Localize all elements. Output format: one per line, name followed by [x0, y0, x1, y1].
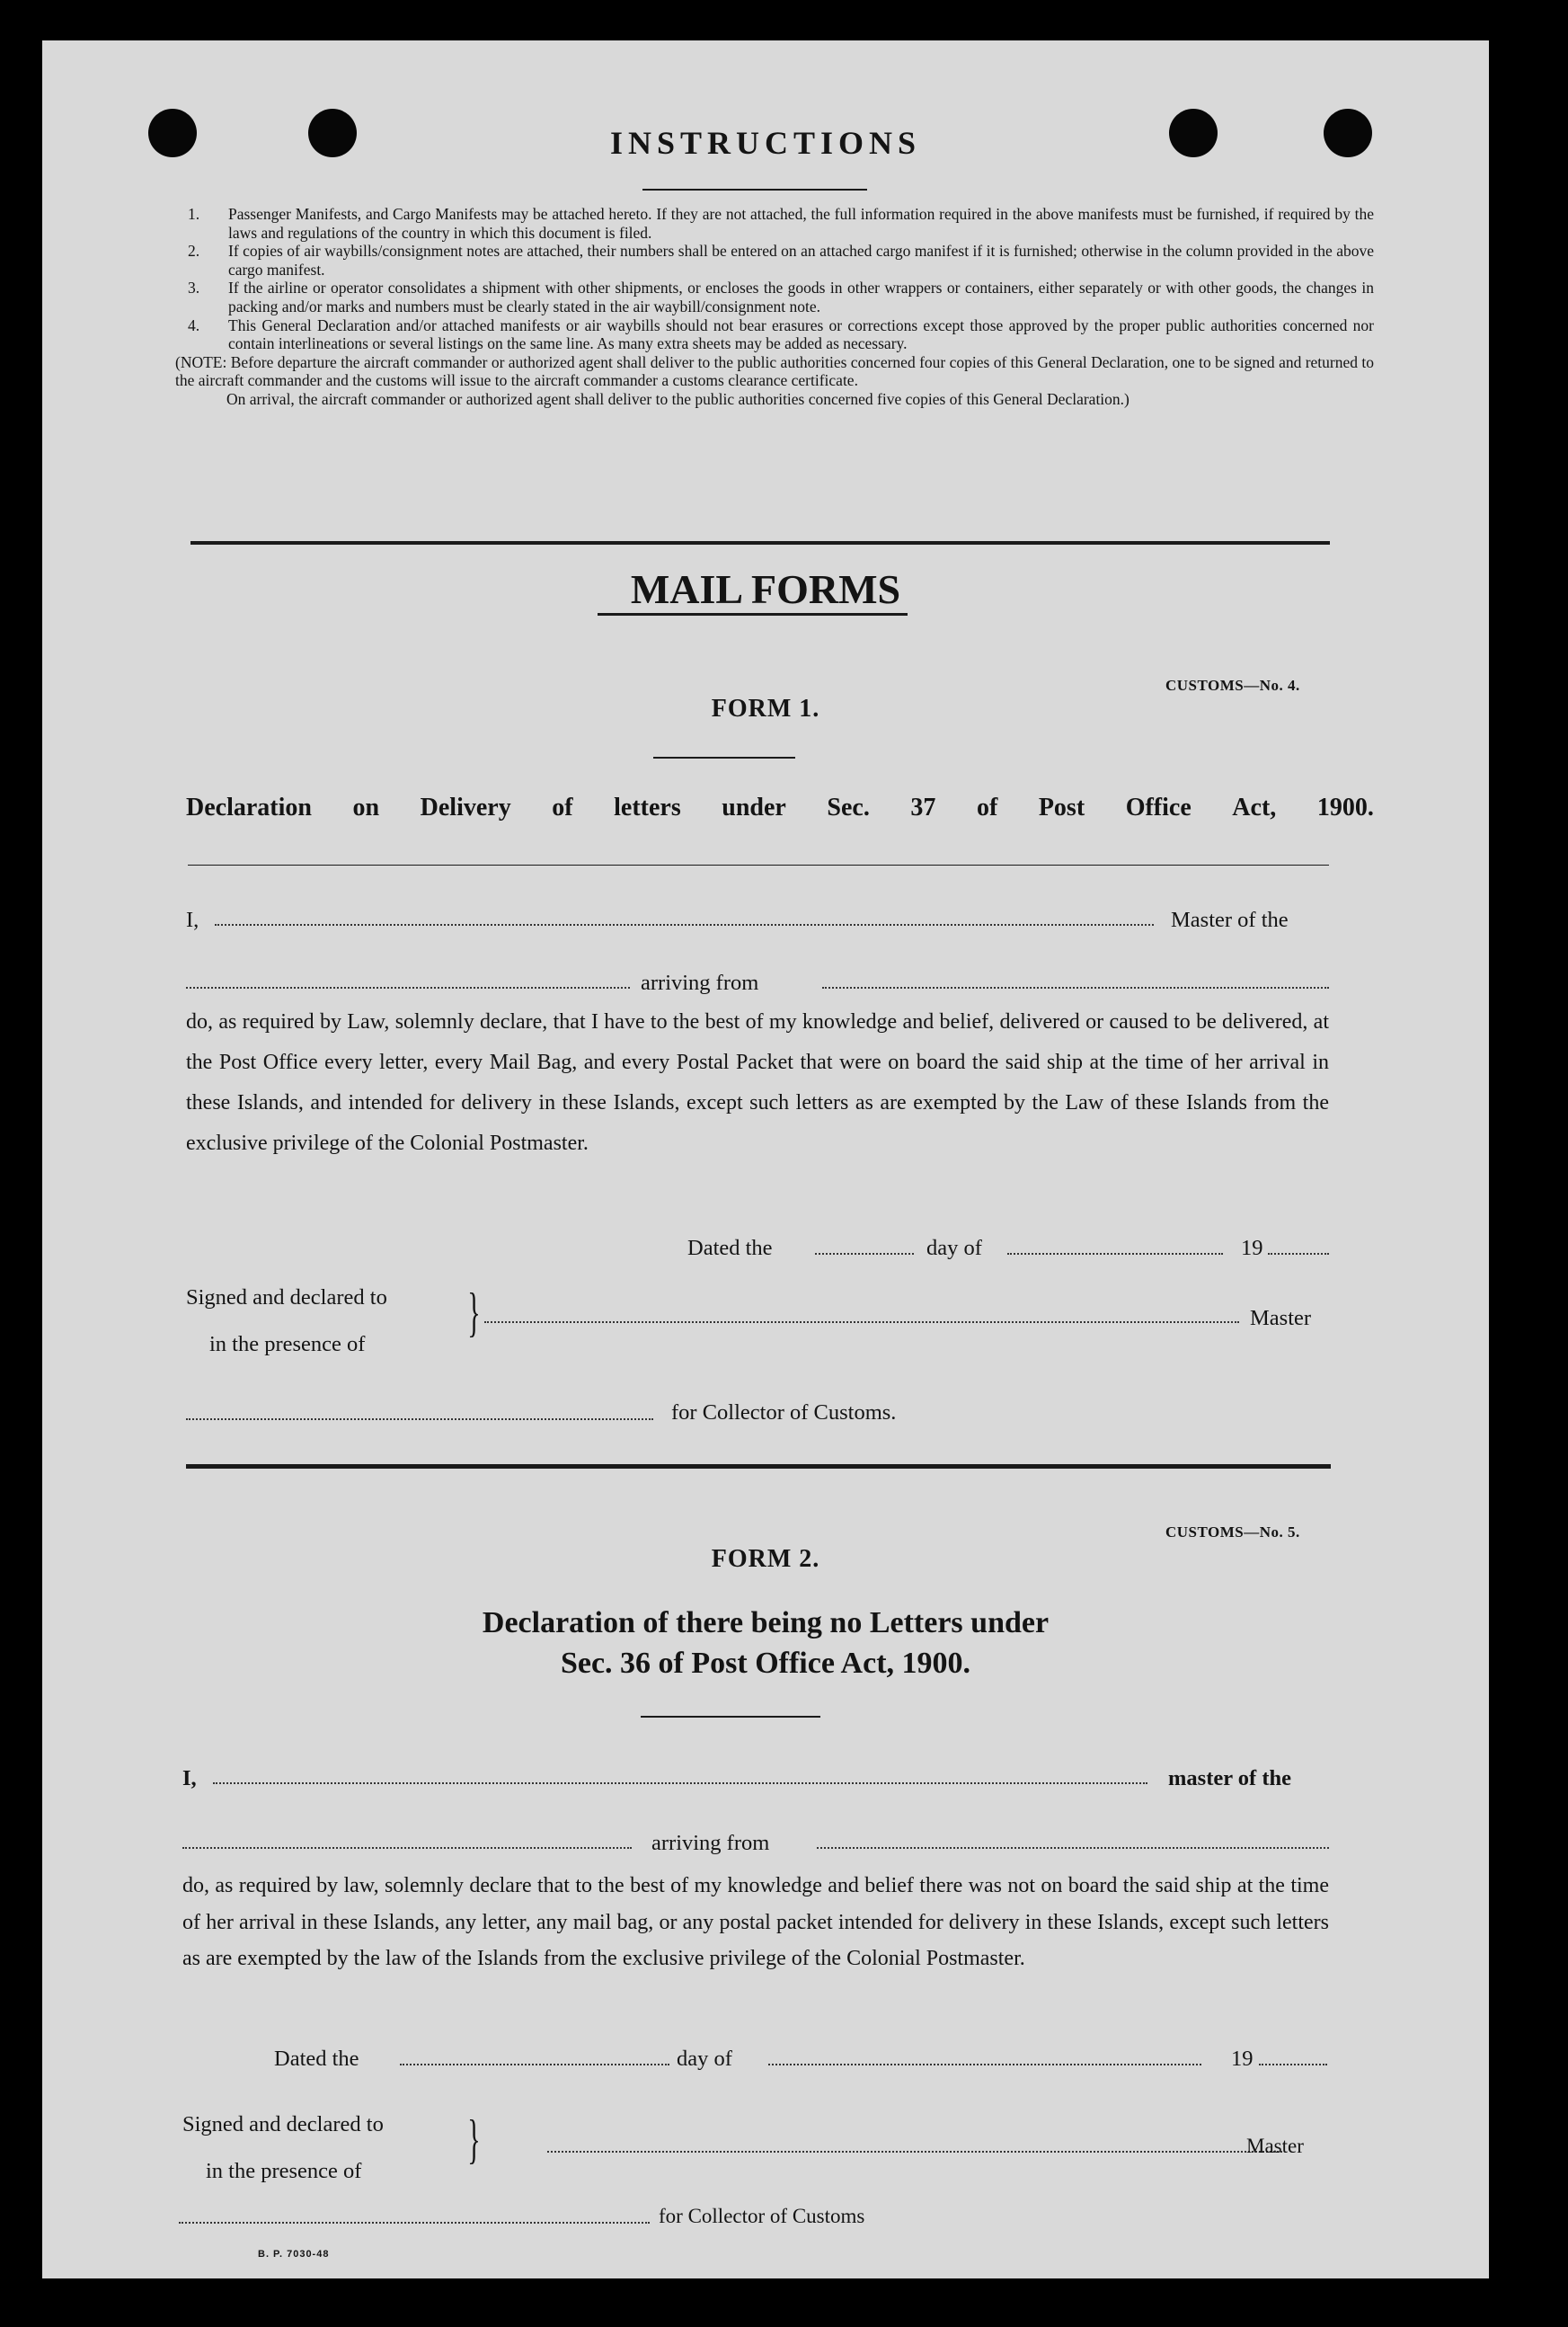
form1-customs-no: CUSTOMS—No. 4. — [1165, 677, 1300, 694]
form1-ship-field[interactable] — [186, 987, 630, 989]
form1-month-field[interactable] — [1007, 1253, 1223, 1255]
form1-brace: } — [467, 1283, 481, 1342]
form1-title-underline — [653, 757, 795, 759]
form2-collector-label: for Collector of Customs — [659, 2205, 865, 2227]
instruction-note: (NOTE: Before departure the aircraft commander or authorized agent shall deliver to the public authorities concerned four copies of this General Declaration, one to be signed and returned to the aircraft commander and the customs will issue to the aircraft commander a customs clearance certificate. — [175, 352, 1375, 390]
form1-master-label: Master — [1250, 1306, 1312, 1330]
section-divider-middle — [186, 1464, 1331, 1469]
form1-i-label: I, — [186, 908, 199, 932]
form2-declaration-line2: Sec. 36 of Post Office Act, 1900. — [560, 1647, 971, 1680]
mail-forms-title: MAIL FORMS — [630, 566, 901, 612]
form2-master-label: Master — [1246, 2135, 1304, 2157]
instructions-underline — [642, 189, 867, 191]
form2-collector-signature-field[interactable] — [179, 2222, 650, 2224]
form1-master-signature-field[interactable] — [484, 1321, 1239, 1323]
form2-master-signature-field[interactable] — [547, 2151, 1282, 2153]
form1-arriving-from: arriving from — [641, 971, 759, 995]
form2-name-field[interactable] — [213, 1782, 1147, 1784]
form1-title: FORM 1. — [711, 695, 820, 723]
form1-heading-rule — [188, 865, 1329, 866]
instruction-note-arrival: On arrival, the aircraft commander or authorized agent shall deliver to the public authorities concerned five copies of this General Declaration.) — [226, 389, 1129, 408]
form2-signed-line2: in the presence of — [206, 2159, 362, 2183]
instruction-item-3: 3. If the airline or operator consolidates a shipment with other shipments, or encloses the goods in other wrappers or containers, either separately or with other goods, the changes in packing and/or marks and numbers must be clearly stated in the air waybill/consignment note. — [188, 279, 1374, 315]
form1-dated-the: Dated the — [687, 1236, 773, 1260]
form1-body-text: do, as required by Law, solemnly declare, that I have to the best of my knowledge and belief, delivered or caused to be delivered, at the Post Office every letter, every Mail Bag, and every Postal Packet that were on board the said ship at the time of her arrival in these Islands, and intended for delivery in these Islands, except such letters as are exempted by the Law of these Islands from the exclusive privilege of the Colonial Postmaster. — [186, 1010, 1329, 1155]
form2-brace: } — [467, 2109, 481, 2169]
form1-day-field[interactable] — [815, 1253, 914, 1255]
form1-collector-signature-field[interactable] — [186, 1418, 653, 1420]
mail-forms-underline — [598, 613, 908, 616]
form2-body-text: do, as required by law, solemnly declare that to the best of my knowledge and belief there was not on board the said ship at the time of her arrival in these Islands, any letter, any mail bag, or any postal packet intended for delivery in these Islands, except such letters as are exempted by the law of the Islands from the exclusive privilege of the Colonial Postmaster. — [182, 1874, 1329, 1970]
form1-declaration-heading: Declaration on Delivery of letters under Sec. 37 of Post Office Act, 1900. — [186, 794, 1374, 822]
document-page — [42, 40, 1489, 2278]
footer-code: B. P. 7030-48 — [258, 2249, 330, 2260]
form1-name-field[interactable] — [215, 924, 1154, 926]
instruction-item-4: 4. This General Declaration and/or attached manifests or air waybills should not bear erasures or corrections except those approved by the proper public authorities concerned nor contain interlineations or several listings on the same line. As many extra sheets may be added as necessary. — [188, 315, 1374, 353]
form2-dated-the: Dated the — [274, 2047, 359, 2071]
form2-year-field[interactable] — [1259, 2064, 1327, 2065]
instructions-list — [175, 205, 1375, 409]
form1-collector-label: for Collector of Customs. — [671, 1400, 897, 1425]
form2-month-field[interactable] — [768, 2064, 1201, 2065]
form1-year-prefix: 19 — [1241, 1236, 1263, 1260]
instructions-heading: INSTRUCTIONS — [609, 125, 922, 161]
form2-day-of: day of — [677, 2047, 732, 2071]
instruction-item-2: 2. If copies of air waybills/consignment notes are attached, their numbers shall be entered on an attached cargo manifest if it is furnished; otherwise in the column provided in the above cargo manifest. — [188, 242, 1374, 279]
form2-ship-field[interactable] — [182, 1847, 632, 1849]
form2-customs-no: CUSTOMS—No. 5. — [1165, 1523, 1300, 1541]
form1-signed-line2: in the presence of — [209, 1332, 366, 1356]
form2-title: FORM 2. — [711, 1545, 820, 1573]
form1-master-of-the: Master of the — [1171, 908, 1289, 932]
form2-day-field[interactable] — [400, 2064, 669, 2065]
form2-year-prefix: 19 — [1231, 2047, 1254, 2071]
form2-arriving-from: arriving from — [651, 1831, 770, 1855]
instruction-item-1: 1. Passenger Manifests, and Cargo Manifests may be attached hereto. If they are not attached, the full information required in the above manifests must be furnished, if required by the laws and regulations of the country in which this document is filed. — [188, 205, 1374, 242]
form2-origin-field[interactable] — [817, 1847, 1329, 1849]
section-divider-top — [190, 541, 1330, 545]
form2-title-underline — [641, 1716, 820, 1718]
form1-year-field[interactable] — [1268, 1253, 1329, 1255]
form1-origin-field[interactable] — [822, 987, 1329, 989]
form1-signed-line1: Signed and declared to — [186, 1285, 387, 1310]
form2-master-of-the: master of the — [1168, 1766, 1291, 1790]
form2-i-label: I, — [182, 1766, 197, 1790]
form2-declaration-line1: Declaration of there being no Letters under — [482, 1606, 1050, 1639]
form1-day-of: day of — [926, 1236, 982, 1260]
form2-signed-line1: Signed and declared to — [182, 2112, 384, 2136]
